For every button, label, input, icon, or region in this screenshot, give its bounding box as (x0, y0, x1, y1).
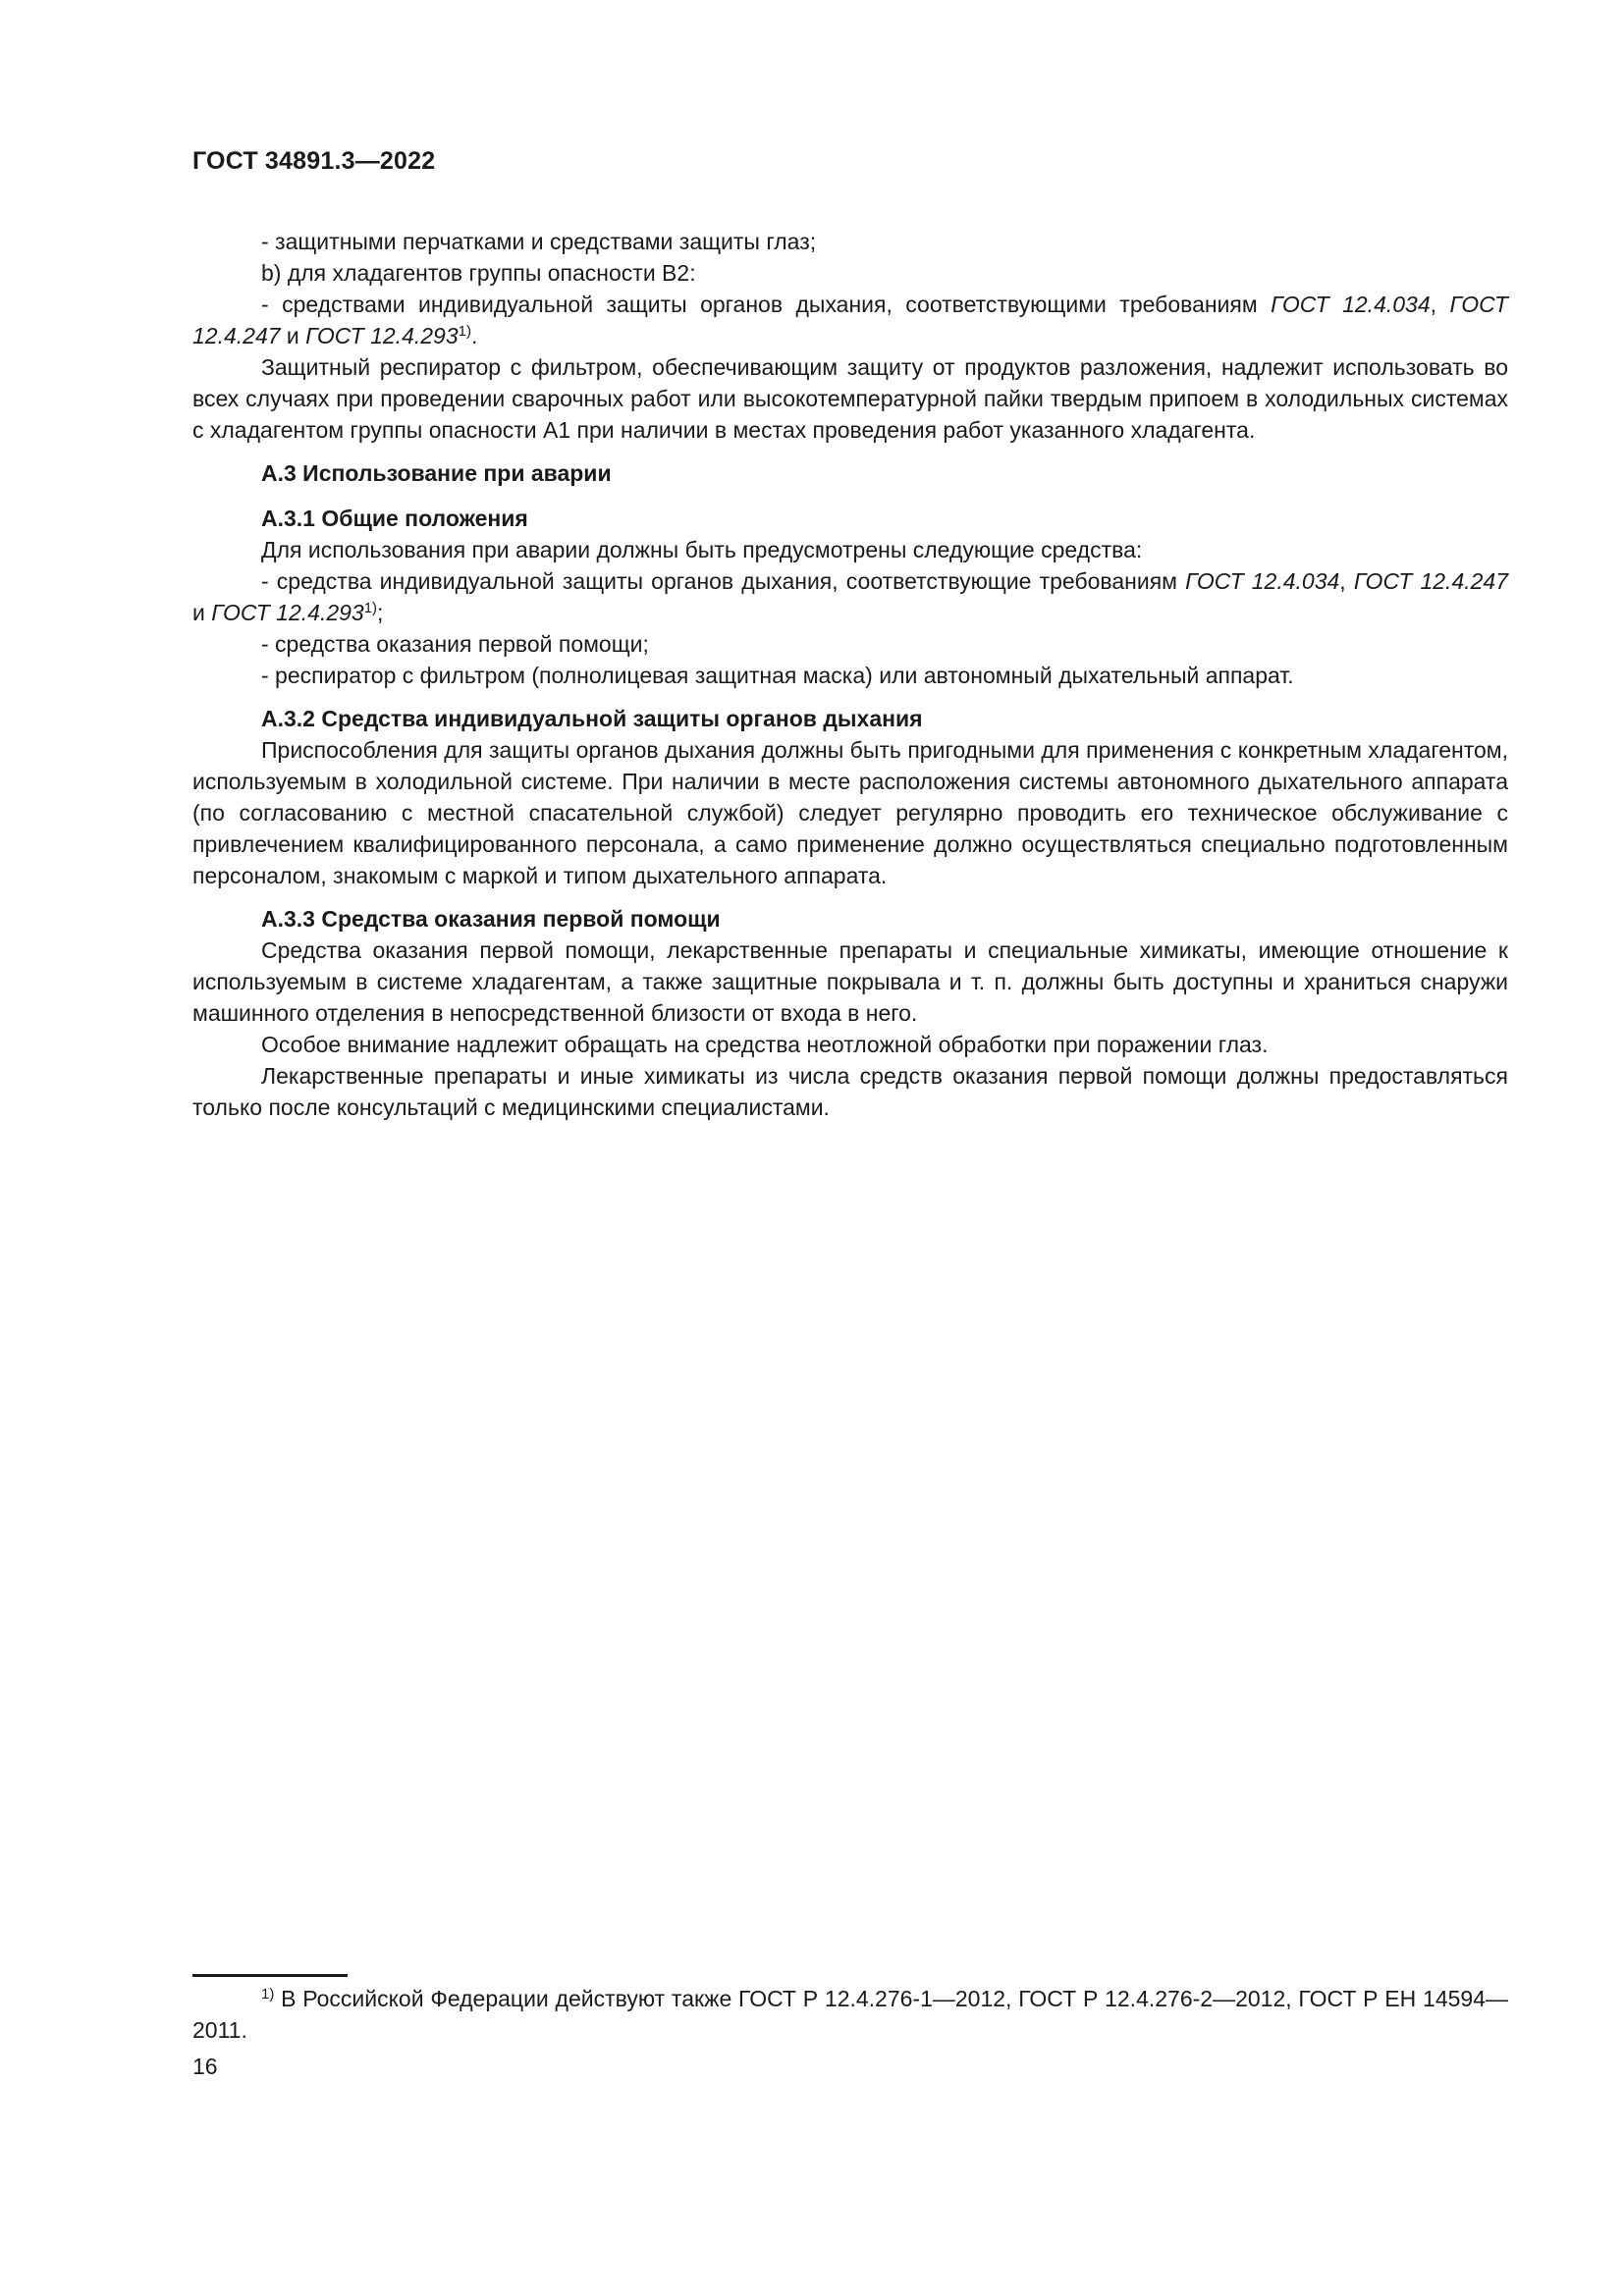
section-heading-a31: А.3.1 Общие положения (261, 506, 528, 531)
footnote-marker[interactable]: 1) (363, 600, 378, 616)
standard-ref: ГОСТ 12.4.247 (1353, 568, 1508, 594)
paragraph-a32: Приспособления для защиты органов дыхания должны быть пригодными для применения с конкретным хладагентом, используемым в холодильной системе. При наличии в месте расположения системы автономного дыхательного аппарата (по согласованию с местной спасательной службой) следует регулярно проводить его техническое обслуживание с привлечением квалифицированного персонала, а само применение должно осуществляться специально подготовленным персоналом, знакомым с маркой и типом дыхательного аппарата. (192, 737, 1508, 888)
paragraph-respirator: Защитный респиратор с фильтром, обеспечивающим защиту от продуктов разложения, надлежит использовать во всех случаях при проведении сварочных работ или высокотемпературной пайки твердым припоем в холодильных системах с хладагентом группы опасности А1 при наличии в местах проведения работ указанного хладагента. (192, 354, 1508, 443)
list-item-respiratory-protection: - средствами индивидуальной защиты органов дыхания, соответствующими требованиям ГОСТ 12.4.034, ГОСТ 12.4.247 и ГОСТ 12.4.293$^{1)}$. (192, 292, 1508, 348)
standard-ref: ГОСТ 12.4.034 (1271, 292, 1431, 317)
paragraph-a33-3: Лекарственные препараты и иные химикаты из числа средств оказания первой помощи должны предоставляться только после консультаций с медицинскими специалистами. (192, 1063, 1508, 1120)
list-item-first-aid: - средства оказания первой помощи; (261, 631, 649, 657)
section-heading-a3: А.3 Использование при аварии (261, 460, 612, 486)
section-heading-a32: А.3.2 Средства индивидуальной защиты органов дыхания (261, 706, 923, 731)
footnote-divider (192, 1974, 348, 1977)
footnote-marker: 1) (261, 1986, 275, 2002)
standard-ref: ГОСТ 12.4.293 (211, 600, 364, 625)
list-item-ppe: - средства индивидуальной защиты органов дыхания, соответствующие требованиям ГОСТ 12.4.034, ГОСТ 12.4.247 и ГОСТ 12.4.293$^{1)}$; (192, 568, 1508, 625)
paragraph-a31-intro: Для использования при аварии должны быть предусмотрены следующие средства: (261, 537, 1143, 562)
document-header: ГОСТ 34891.3—2022 (192, 147, 436, 175)
list-item-gloves: - защитными перчатками и средствами защиты глаз; (261, 229, 817, 254)
section-heading-a33: А.3.3 Средства оказания первой помощи (261, 906, 721, 932)
list-item-group-b2: b) для хладагентов группы опасности В2: (261, 260, 696, 286)
footnote (192, 1983, 1508, 2046)
page-number: 16 (192, 2054, 218, 2079)
footnote-marker[interactable]: 1) (458, 323, 471, 340)
standard-ref: ГОСТ 12.4.034 (1185, 568, 1340, 594)
standard-ref: ГОСТ 12.4.293 (305, 323, 459, 348)
footnote-text: В Российской Федерации действуют также ГОСТ Р 12.4.276-1—2012, ГОСТ Р 12.4.276-2—2012, ГОСТ Р ЕН 14594—2011. (192, 1986, 1508, 2043)
standard-ref: ГОСТ 12.4.247 (192, 292, 1508, 348)
paragraph-a33-1: Средства оказания первой помощи, лекарственные препараты и специальные химикаты, имеющие отношение к используемым в системе хладагентам, а также защитные покрывала и т. п. должны быть доступны и храниться снаружи машинного отделения в непосредственной близости от входа в него. (192, 937, 1508, 1026)
paragraph-a33-2: Особое внимание надлежит обращать на средства неотложной обработки при поражении глаз. (261, 1032, 1269, 1057)
list-item-respirator: - респиратор с фильтром (полнолицевая защитная маска) или автономный дыхательный аппарат. (261, 663, 1294, 688)
document-body (192, 226, 1508, 1123)
